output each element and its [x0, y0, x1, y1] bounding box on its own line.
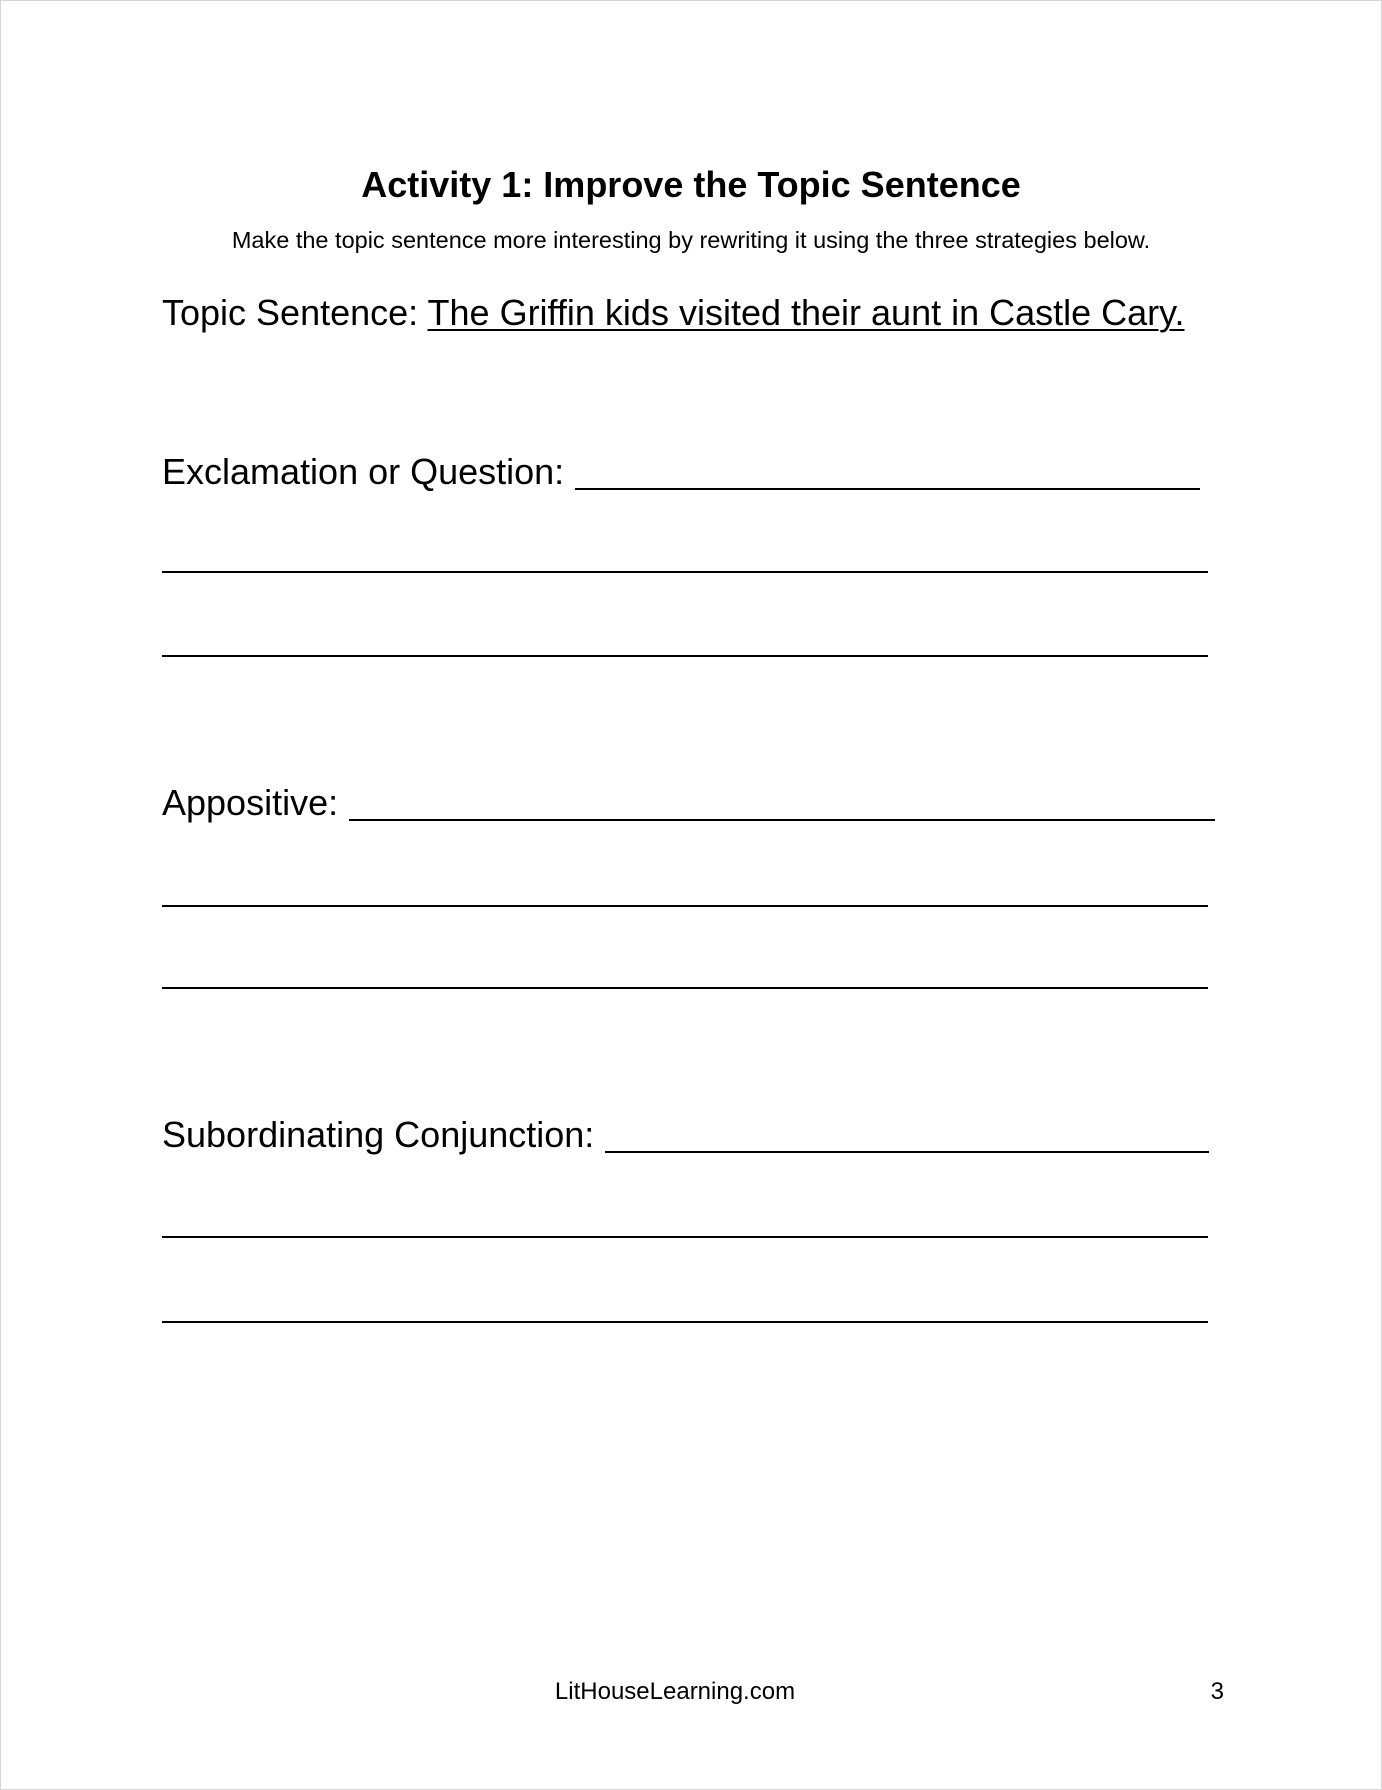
activity-instructions: Make the topic sentence more interesting by rewriting it using the three strategies below. [231, 227, 1151, 253]
subordinating-conjunction-writing-line-1[interactable] [162, 1236, 1208, 1238]
activity-title: Activity 1: Improve the Topic Sentence [361, 164, 1021, 205]
appositive-answer-line[interactable] [349, 819, 1215, 821]
subordinating-conjunction-row [162, 1113, 1209, 1157]
page-number: 3 [1210, 1678, 1224, 1705]
appositive-writing-line-2[interactable] [162, 987, 1208, 989]
exclamation-question-writing-line-1[interactable] [162, 571, 1208, 573]
topic-sentence-text: The Griffin kids visited their aunt in Castle Cary. [427, 292, 1185, 333]
subordinating-conjunction-answer-line[interactable] [605, 1151, 1209, 1153]
exclamation-question-row [162, 450, 1200, 494]
exclamation-question-writing-line-2[interactable] [162, 655, 1208, 657]
appositive-label: Appositive: [162, 782, 339, 823]
subordinating-conjunction-writing-line-2[interactable] [162, 1321, 1208, 1323]
subordinating-conjunction-label: Subordinating Conjunction: [162, 1114, 595, 1155]
appositive-writing-line-1[interactable] [162, 905, 1208, 907]
appositive-row [162, 781, 1215, 825]
exclamation-question-answer-line[interactable] [575, 488, 1200, 490]
topic-sentence-label: Topic Sentence: [162, 292, 428, 333]
footer-website: LitHouseLearning.com [554, 1678, 796, 1705]
exclamation-question-label: Exclamation or Question: [162, 451, 565, 492]
topic-sentence-row [162, 291, 1185, 335]
